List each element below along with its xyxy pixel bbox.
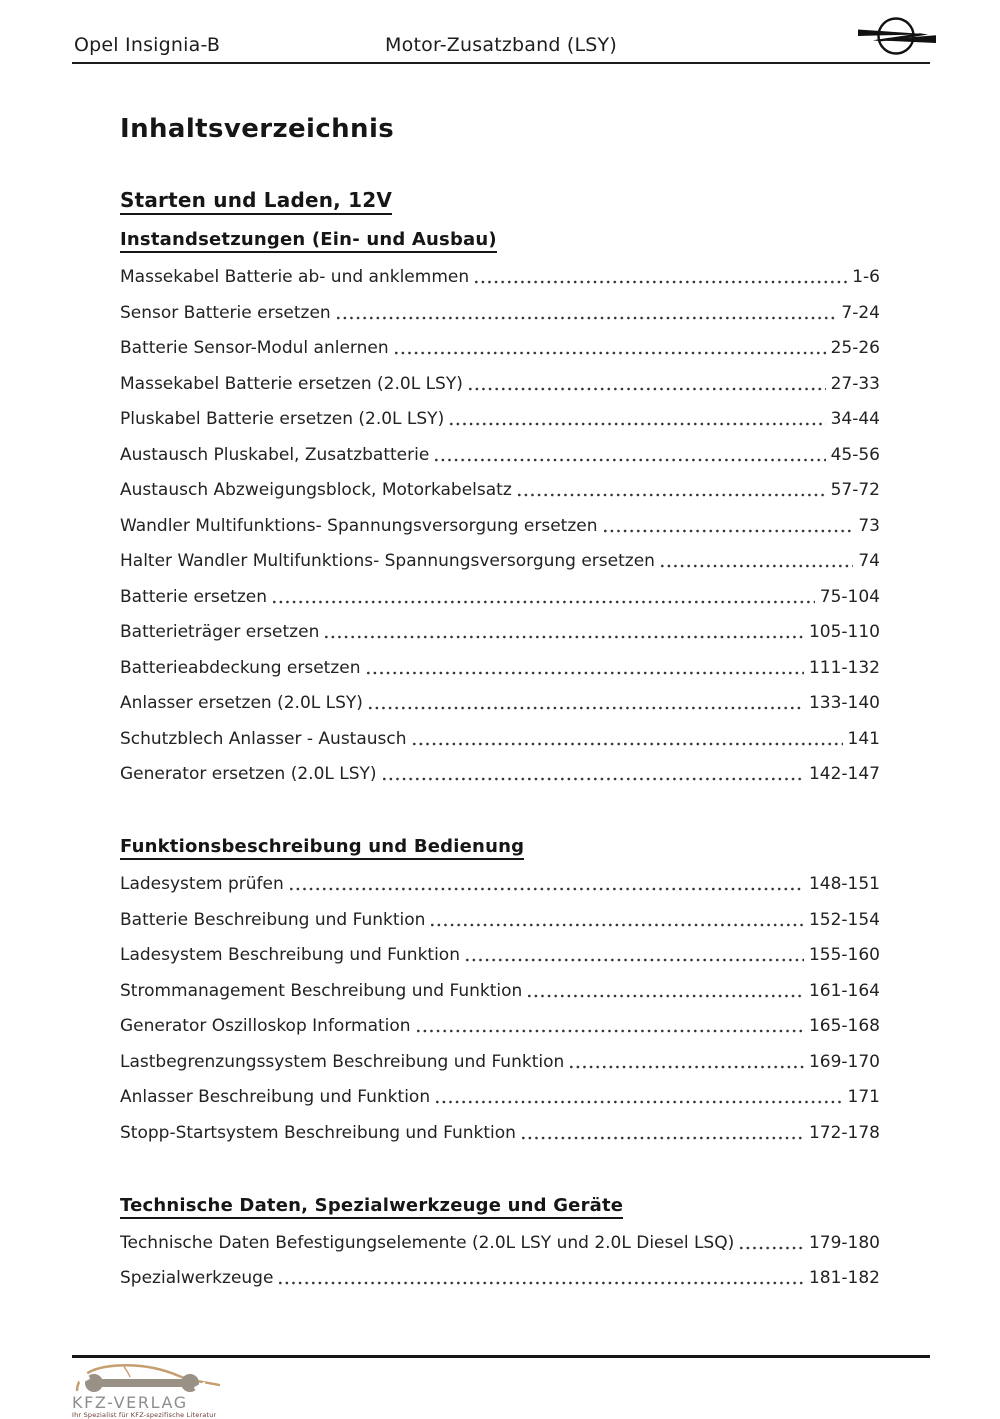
toc-entry-pages: 74 xyxy=(858,551,880,571)
toc-entry-pages: 171 xyxy=(847,1087,880,1107)
toc-entry-pages: 34-44 xyxy=(830,409,880,429)
toc-entry-pages: 161-164 xyxy=(808,980,880,1001)
dot-leader xyxy=(450,422,825,426)
page-footer xyxy=(72,1355,930,1419)
toc xyxy=(120,229,880,1288)
dot-leader xyxy=(466,958,804,962)
toc-entry-label: Generator ersetzen (2.0L LSY) xyxy=(120,764,377,784)
toc-entry-label: Pluskabel Batterie ersetzen (2.0L LSY) xyxy=(120,409,445,429)
toc-entry-pages: 169-170 xyxy=(808,1051,880,1072)
toc-section xyxy=(120,1195,880,1289)
toc-row xyxy=(120,981,880,1001)
toc-entry-pages: 181-182 xyxy=(808,1268,880,1288)
toc-section xyxy=(120,229,880,784)
toc-entry-label: Lastbegrenzungssystem Beschreibung und Funktion xyxy=(120,1051,565,1072)
toc-entry-label: Ladesystem Beschreibung und Funktion xyxy=(120,945,460,965)
publisher-name: KFZ-VERLAG xyxy=(72,1393,188,1412)
dot-leader xyxy=(518,493,826,497)
toc-row xyxy=(120,516,880,536)
dot-leader xyxy=(413,742,843,746)
toc-row xyxy=(120,764,880,784)
dot-leader xyxy=(475,280,847,284)
dot-leader xyxy=(325,635,804,639)
dot-leader xyxy=(383,777,804,781)
toc-entry-label: Wandler Multifunktions- Spannungsversorgung ersetzen xyxy=(120,515,598,536)
dot-leader xyxy=(522,1136,804,1140)
toc-entry-label: Spezialwerkzeuge xyxy=(120,1268,274,1288)
toc-row xyxy=(120,409,880,429)
toc-entry-label: Massekabel Batterie ab- und anklemmen xyxy=(120,267,470,287)
toc-entry-label: Batterie ersetzen xyxy=(120,586,268,607)
toc-page xyxy=(120,58,880,1304)
toc-entry-label: Batterie Sensor-Modul anlernen xyxy=(120,338,389,358)
toc-entry-pages: 45-56 xyxy=(830,444,880,465)
toc-entry-label: Anlasser Beschreibung und Funktion xyxy=(120,1087,431,1107)
toc-entry-pages: 172-178 xyxy=(808,1122,880,1143)
toc-entry-pages: 105-110 xyxy=(808,622,880,642)
section-rows xyxy=(120,267,880,784)
toc-row xyxy=(120,1016,880,1036)
dot-leader xyxy=(417,1029,804,1033)
toc-entry-pages: 179-180 xyxy=(808,1232,880,1253)
chapter-heading: Starten und Laden, 12V xyxy=(120,188,392,215)
dot-leader xyxy=(570,1065,804,1069)
toc-entry-pages: 75-104 xyxy=(819,586,880,607)
toc-row xyxy=(120,267,880,287)
toc-entry-pages: 155-160 xyxy=(808,945,880,965)
dot-leader xyxy=(290,887,804,891)
toc-row xyxy=(120,338,880,358)
toc-row xyxy=(120,945,880,965)
dot-leader xyxy=(431,923,804,927)
toc-entry-pages: 152-154 xyxy=(808,909,880,930)
dot-leader xyxy=(273,600,815,604)
section-heading: Technische Daten, Spezialwerkzeuge und Geräte xyxy=(120,1195,623,1219)
wrench-icon xyxy=(77,1372,208,1394)
section-rows xyxy=(120,874,880,1143)
section-heading: Instandsetzungen (Ein- und Ausbau) xyxy=(120,229,497,253)
toc-entry-label: Batterieabdeckung ersetzen xyxy=(120,657,361,678)
toc-entry-label: Stopp-Startsystem Beschreibung und Funktion xyxy=(120,1122,516,1143)
toc-row xyxy=(120,303,880,323)
dot-leader xyxy=(661,564,853,568)
toc-entry-label: Batterieträger ersetzen xyxy=(120,622,320,642)
toc-row xyxy=(120,480,880,500)
dot-leader xyxy=(740,1246,804,1250)
dot-leader xyxy=(367,671,804,675)
dot-leader xyxy=(337,316,837,320)
opel-blitz-icon xyxy=(844,6,944,64)
header-model-title: Opel Insignia-B xyxy=(74,34,221,56)
publisher-tagline: Ihr Spezialist für KFZ-spezifische Literatur xyxy=(72,1411,217,1419)
toc-row xyxy=(120,874,880,894)
toc-entry-label: Ladesystem prüfen xyxy=(120,874,284,894)
toc-row xyxy=(120,693,880,713)
dot-leader xyxy=(435,458,825,462)
toc-entry-label: Halter Wandler Multifunktions- Spannungsversorgung ersetzen xyxy=(120,551,655,571)
toc-entry-pages: 1-6 xyxy=(852,267,880,287)
toc-entry-pages: 142-147 xyxy=(808,764,880,784)
toc-entry-pages: 73 xyxy=(858,515,880,536)
dot-leader xyxy=(604,529,854,533)
toc-entry-label: Generator Oszilloskop Information xyxy=(120,1016,411,1036)
toc-row xyxy=(120,1268,880,1288)
page-title: Inhaltsverzeichnis xyxy=(120,114,395,144)
toc-row xyxy=(120,1123,880,1143)
toc-entry-pages: 133-140 xyxy=(808,693,880,713)
toc-entry-label: Sensor Batterie ersetzen xyxy=(120,302,331,323)
toc-row xyxy=(120,1087,880,1107)
toc-entry-label: Batterie Beschreibung und Funktion xyxy=(120,909,426,930)
toc-row xyxy=(120,729,880,749)
toc-entry-label: Schutzblech Anlasser - Austausch xyxy=(120,728,407,749)
header-document-title: Motor-Zusatzband (LSY) xyxy=(385,34,617,56)
toc-entry-label: Massekabel Batterie ersetzen (2.0L LSY) xyxy=(120,373,463,394)
toc-row xyxy=(120,374,880,394)
toc-entry-pages: 111-132 xyxy=(808,657,880,678)
section-heading: Funktionsbeschreibung und Bedienung xyxy=(120,836,524,860)
toc-row xyxy=(120,1233,880,1253)
toc-row xyxy=(120,622,880,642)
toc-entry-label: Strommanagement Beschreibung und Funktion xyxy=(120,980,523,1001)
toc-entry-label: Austausch Pluskabel, Zusatzbatterie xyxy=(120,444,430,465)
dot-leader xyxy=(395,351,826,355)
toc-entry-pages: 57-72 xyxy=(830,480,880,500)
dot-leader xyxy=(279,1281,804,1285)
dot-leader xyxy=(436,1100,842,1104)
toc-entry-label: Technische Daten Befestigungselemente (2.0L LSY und 2.0L Diesel LSQ) xyxy=(120,1232,735,1253)
toc-row xyxy=(120,445,880,465)
section-rows xyxy=(120,1233,880,1289)
kfz-verlag-logo xyxy=(72,1362,232,1419)
toc-entry-label: Anlasser ersetzen (2.0L LSY) xyxy=(120,693,363,713)
toc-row xyxy=(120,1052,880,1072)
toc-entry-pages: 141 xyxy=(847,728,880,749)
dot-leader xyxy=(369,706,804,710)
toc-entry-pages: 27-33 xyxy=(830,373,880,394)
toc-section xyxy=(120,836,880,1143)
toc-row xyxy=(120,551,880,571)
toc-row xyxy=(120,587,880,607)
toc-entry-label: Austausch Abzweigungsblock, Motorkabelsatz xyxy=(120,480,512,500)
toc-entry-pages: 7-24 xyxy=(841,302,880,323)
toc-entry-pages: 25-26 xyxy=(830,338,880,358)
dot-leader xyxy=(528,994,804,998)
toc-row xyxy=(120,658,880,678)
toc-entry-pages: 148-151 xyxy=(808,874,880,894)
dot-leader xyxy=(469,387,826,391)
toc-row xyxy=(120,910,880,930)
toc-entry-pages: 165-168 xyxy=(808,1016,880,1036)
